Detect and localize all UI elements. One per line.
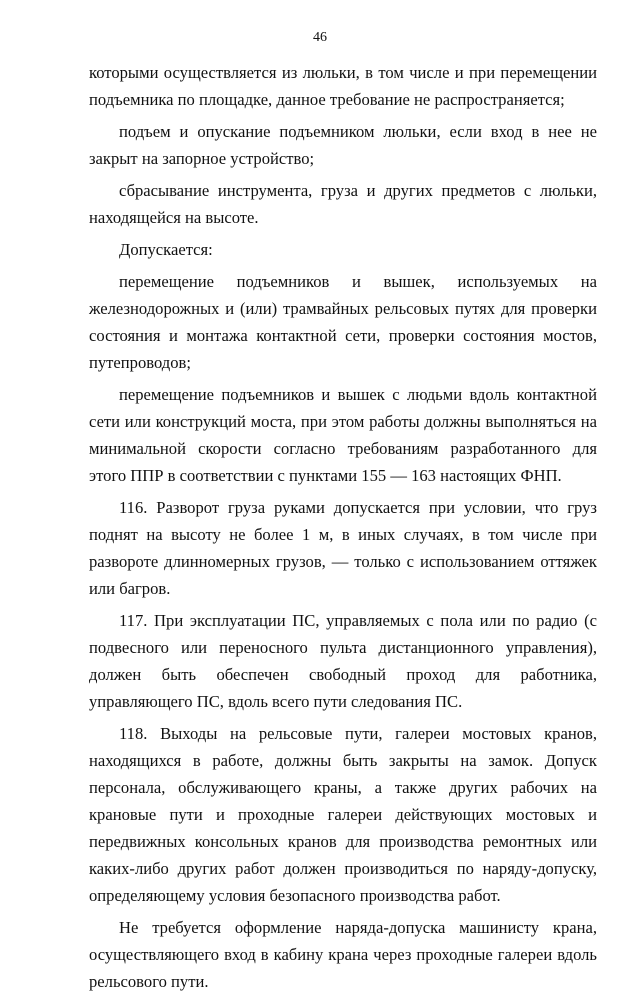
- paragraph-117: 117. При эксплуатации ПС, управляемых с пола или по радио (с подвесного или переносного пульта дистанционного управления), должен быть обеспечен свободный проход для работника, управляющего ПС, вдоль всего пути следования ПС.: [89, 611, 597, 711]
- paragraph: перемещение подъемников и вышек с людьми вдоль контактной сети или конструкций моста, при этом работы должны выполняться на минимальной скорости согласно требованиям разработанного для этого ППР в соответствии с пунктами 155 — 163 настоящих ФНП.: [89, 385, 597, 485]
- paragraph: перемещение подъемников и вышек, используемых на железнодорожных и (или) трамвайных рельсовых путях для проверки состояния и монтажа контактной сети, проверки состояния мостов, путепроводов;: [89, 272, 597, 372]
- paragraph-118: 118. Выходы на рельсовые пути, галереи мостовых кранов, находящихся в работе, должны быть закрыты на замок. Допуск персонала, обслуживающего краны, а также других рабочих на крановые пути и проходные галереи действующих мостовых и передвижных консольных кранов для производства ремонтных или каких-либо других работ должен производиться по наряду-допуску, определяющему условия безопасного производства работ.: [89, 724, 597, 905]
- paragraph: Не требуется оформление наряда-допуска машинисту крана, осуществляющего вход в кабину крана через проходные галереи вдоль рельсового пути.: [89, 918, 597, 991]
- paragraph-continuation: которыми осуществляется из люльки, в том числе и при перемещении подъемника по площадке, данное требование не распространяется;: [89, 63, 597, 109]
- document-body: [89, 59, 597, 1000]
- paragraph-heading-allowed: Допускается:: [119, 240, 213, 259]
- paragraph: подъем и опускание подъемником люльки, если вход в нее не закрыт на запорное устройство;: [89, 122, 597, 168]
- paragraph-116: 116. Разворот груза руками допускается при условии, что груз поднят на высоту не более 1 м, в иных случаях, в том числе при развороте длинномерных грузов, — только с использованием оттяжек или багров.: [89, 498, 597, 598]
- paragraph: сбрасывание инструмента, груза и других предметов с люльки, находящейся на высоте.: [89, 181, 597, 227]
- page-number: 46: [313, 30, 327, 45]
